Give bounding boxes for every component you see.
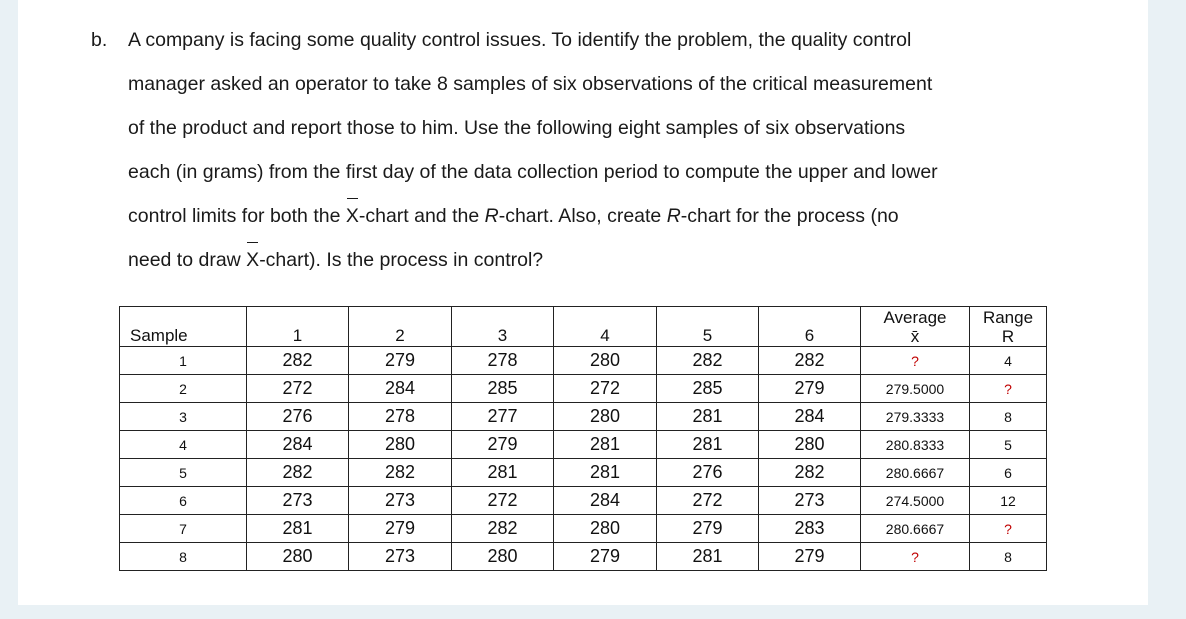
sample-number-cell: 5: [120, 459, 247, 487]
observation-cell: 282: [657, 347, 759, 375]
observation-cell: 278: [452, 347, 554, 375]
observation-cell: 280: [349, 431, 452, 459]
average-cell: 280.8333: [861, 431, 970, 459]
observation-cell: 284: [759, 403, 861, 431]
table-row: [120, 431, 1047, 459]
observation-cell: 284: [554, 487, 657, 515]
observation-cell: 279: [349, 347, 452, 375]
table-row: [120, 347, 1047, 375]
observation-cell: 279: [554, 543, 657, 571]
range-cell: 12: [970, 487, 1047, 515]
question-line-1: A company is facing some quality control issues. To identify the problem, the quality control: [128, 29, 912, 51]
observation-cell: 277: [452, 403, 554, 431]
sample-number-cell: 2: [120, 375, 247, 403]
observation-cell: 272: [554, 375, 657, 403]
observation-cell: 279: [452, 431, 554, 459]
observation-cell: 280: [554, 515, 657, 543]
observation-cell: 273: [759, 487, 861, 515]
range-cell: ?: [970, 375, 1047, 403]
table-row: [120, 459, 1047, 487]
observation-cell: 282: [349, 459, 452, 487]
average-cell: 279.5000: [861, 375, 970, 403]
observation-cell: 276: [657, 459, 759, 487]
range-cell: 8: [970, 403, 1047, 431]
table-row: [120, 403, 1047, 431]
observation-cell: 284: [349, 375, 452, 403]
question-line-2: manager asked an operator to take 8 samples of six observations of the critical measurement: [128, 73, 933, 95]
observation-cell: 281: [657, 543, 759, 571]
average-cell: 280.6667: [861, 459, 970, 487]
sample-number-cell: 7: [120, 515, 247, 543]
question-label: b.: [91, 29, 108, 51]
observation-cell: 282: [452, 515, 554, 543]
observation-cell: 279: [657, 515, 759, 543]
observation-cell: 280: [452, 543, 554, 571]
question-line-3: of the product and report those to him. Use the following eight samples of six observations: [128, 117, 906, 139]
observation-cell: 282: [759, 459, 861, 487]
observation-cell: 276: [247, 403, 349, 431]
observation-cell: 281: [657, 431, 759, 459]
observation-cell: 281: [452, 459, 554, 487]
range-cell: 8: [970, 543, 1047, 571]
observation-cell: 272: [247, 375, 349, 403]
observation-cell: 272: [452, 487, 554, 515]
observation-cell: 283: [759, 515, 861, 543]
header-average: Average x̄: [861, 307, 970, 347]
table-row: [120, 543, 1047, 571]
sample-number-cell: 8: [120, 543, 247, 571]
average-cell: 279.3333: [861, 403, 970, 431]
observation-cell: 278: [349, 403, 452, 431]
sample-number-cell: 6: [120, 487, 247, 515]
table-row: [120, 375, 1047, 403]
range-cell: 4: [970, 347, 1047, 375]
table-header-row: [120, 307, 1047, 347]
observation-cell: 282: [247, 459, 349, 487]
table-row: [120, 515, 1047, 543]
observation-cell: 281: [657, 403, 759, 431]
observation-cell: 281: [554, 431, 657, 459]
header-obs-1: 1: [247, 307, 349, 347]
header-sample: Sample: [120, 307, 247, 347]
table-row: [120, 487, 1047, 515]
range-cell: 6: [970, 459, 1047, 487]
observation-cell: 280: [554, 403, 657, 431]
observation-cell: 281: [247, 515, 349, 543]
observation-cell: 285: [452, 375, 554, 403]
average-cell: ?: [861, 347, 970, 375]
sample-number-cell: 1: [120, 347, 247, 375]
question-line-4: each (in grams) from the first day of the data collection period to compute the upper and lower: [128, 161, 938, 183]
sample-number-cell: 4: [120, 431, 247, 459]
average-cell: ?: [861, 543, 970, 571]
header-range: Range R: [970, 307, 1047, 347]
observation-cell: 282: [759, 347, 861, 375]
observation-cell: 280: [554, 347, 657, 375]
average-cell: 274.5000: [861, 487, 970, 515]
observation-cell: 284: [247, 431, 349, 459]
observation-cell: 285: [657, 375, 759, 403]
header-obs-4: 4: [554, 307, 657, 347]
question-line-6: need to draw X-chart). Is the process in control?: [128, 238, 1141, 282]
question-text: [91, 18, 1141, 282]
observation-cell: 279: [759, 543, 861, 571]
observation-cell: 273: [349, 543, 452, 571]
observation-cell: 280: [247, 543, 349, 571]
observation-cell: 273: [349, 487, 452, 515]
header-obs-2: 2: [349, 307, 452, 347]
observation-cell: 273: [247, 487, 349, 515]
observation-cell: 272: [657, 487, 759, 515]
bottom-border-strip: [0, 605, 1186, 619]
observation-cell: 280: [759, 431, 861, 459]
observation-cell: 282: [247, 347, 349, 375]
question-line-5: control limits for both the X-chart and the R-chart. Also, create R-chart for the process (no: [128, 194, 1141, 238]
average-cell: 280.6667: [861, 515, 970, 543]
sample-number-cell: 3: [120, 403, 247, 431]
range-cell: 5: [970, 431, 1047, 459]
observation-cell: 279: [349, 515, 452, 543]
range-cell: ?: [970, 515, 1047, 543]
header-obs-3: 3: [452, 307, 554, 347]
header-obs-6: 6: [759, 307, 861, 347]
observation-cell: 281: [554, 459, 657, 487]
header-obs-5: 5: [657, 307, 759, 347]
observation-cell: 279: [759, 375, 861, 403]
samples-table: [119, 306, 1047, 571]
